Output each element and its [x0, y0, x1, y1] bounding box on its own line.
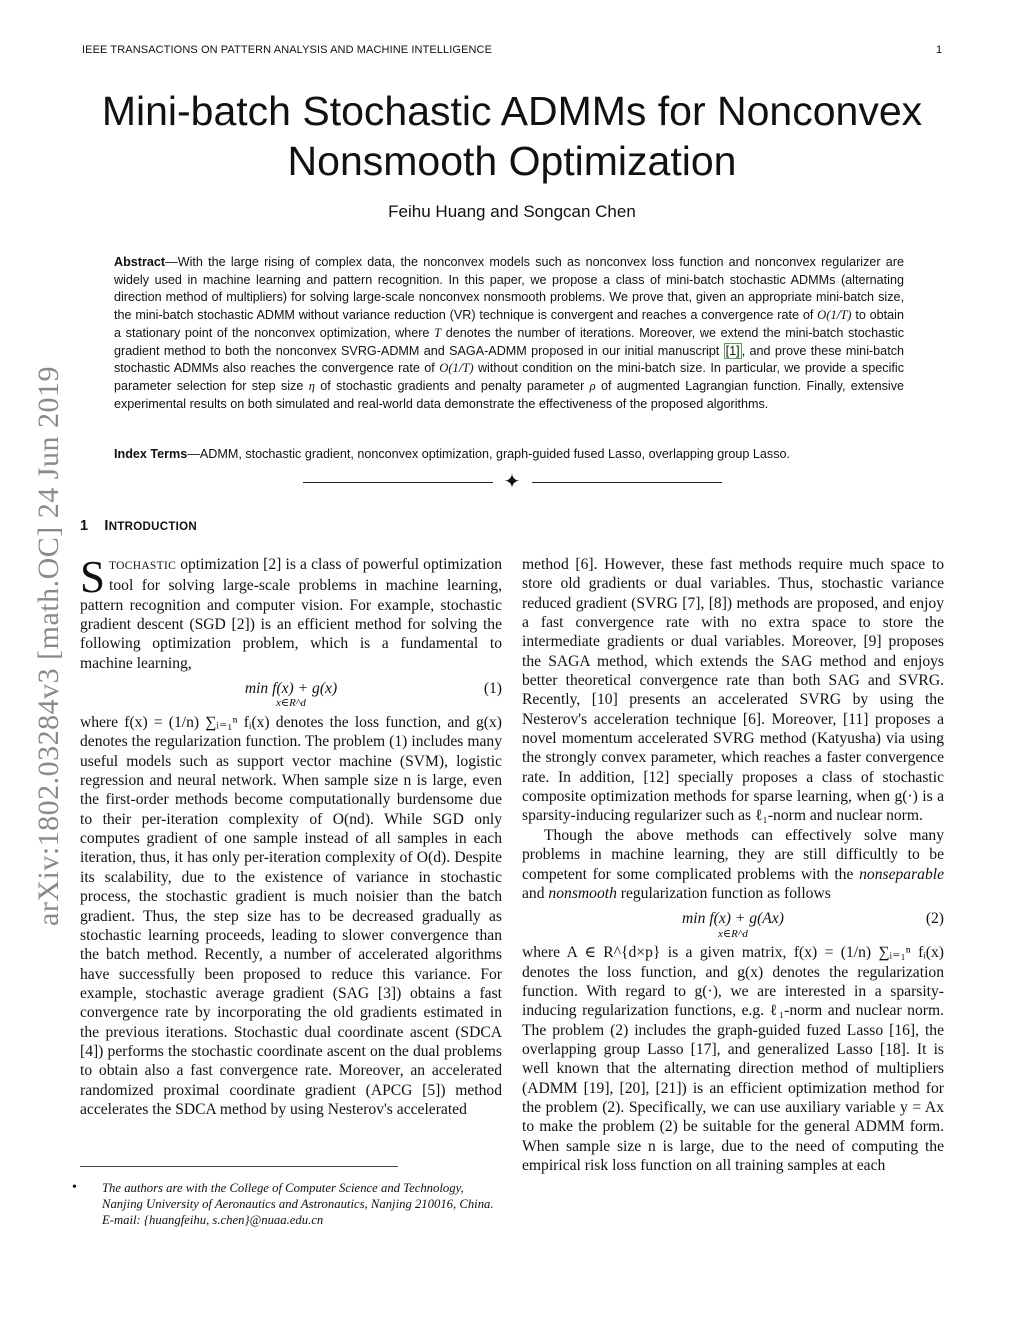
- abstract-math-2: T: [434, 325, 442, 340]
- abstract-math-3: O(1/T): [439, 361, 474, 376]
- equation-2-expr: min f(x) + g(Ax): [682, 910, 784, 928]
- left-paragraph-1: [80, 552, 502, 673]
- footnote-bullet: •: [72, 1180, 77, 1195]
- title-line-1: Mini-batch Stochastic ADMMs for Nonconvex: [101, 88, 923, 134]
- right-column: [522, 555, 944, 1175]
- dropcap-rest: TOCHASTIC: [109, 560, 177, 572]
- left-paragraph-2: where f(x) = (1/n) ∑ᵢ₌₁ⁿ fᵢ(x) denotes the loss function, and g(x) denotes the regularization function. The problem (1) includes many useful models such as support vector machine (SVM), logistic regression and neural network. When sample size n is large, even the first-order methods become computationally burdensome due to their per-iteration complexity of O(nd). While SGD only computes gradient of one sample instead of all samples in each iteration, thus, it has only per-iteration complexity of O(d). Despite its scalability, due to the existence of variance in stochastic process, the stochastic gradient is much noisier than the batch gradient. Thus, the step size has to be decreased gradually as stochastic learning proceeds, leading to slower convergence than the batch method. Recently, a number of accelerated algorithms have successfully been proposed to reduce this variance. For example, stochastic average gradient (SAG [3]) obtains a fast convergence rate by incorporating the old gradients estimated in the previous iterations. Stochastic dual coordinate ascent (SDCA [4]) performs the stochastic coordinate ascent on the dual problems to obtain also a fast convergence rate. Moreover, an accelerated randomized proximal coordinate gradient (APCG [5]) method accelerates the SDCA method by using Nesterov's accelerated: [80, 714, 502, 1118]
- abstract-math-1: O(1/T): [817, 308, 852, 323]
- right-paragraph-3: where A ∈ R^{d×p} is a given matrix, f(x) = (1/n) ∑ᵢ₌₁ⁿ fᵢ(x) denotes the loss function, and g(x) denotes the regularization function. With regard to g(·), we are interested in a sparsity-inducing regularization functions, e.g. ℓ₁-norm and nuclear norm. The problem (2) includes the graph-guided fuzed Lasso [16], the overlapping group Lasso [17], and generalized Lasso [18]. It is well known that the alternating direction method of multipliers (ADMM [19], [20], [21]) is an efficient optimization method for the problem (2). Specifically, we can use auxiliary variable y = Ax to make the problem (2) be suitable for the general ADMM form. When sample size n is large, due to the need of computing the empirical risk loss function on all training samples at each: [522, 944, 944, 1174]
- section-number: 1: [80, 518, 89, 534]
- abstract-text-6: of stochastic gradients and penalty parameter: [314, 378, 590, 393]
- equation-1-number: (1): [483, 680, 502, 698]
- equation-2-subscript: x∈R^d: [718, 927, 748, 940]
- footnote-rule: [80, 1166, 398, 1167]
- right-paragraph-2: [522, 826, 944, 903]
- paper-title: [0, 86, 1024, 186]
- abstract-math-4: η: [308, 378, 315, 393]
- equation-2-number: (2): [925, 910, 944, 928]
- page-number: 1: [936, 44, 943, 56]
- citation-link[interactable]: [1]: [725, 343, 740, 358]
- right-paragraph-1: method [6]. However, these fast methods require much space to store old gradients or dual variables. Thus, stochastic variance reduced gradient (SVRG [7], [8]) methods are proposed, and enjoy a fast convergence rate with no extra space to store the intermediate gradients or dual variables. Moreover, [9] proposes the SAGA method, which extends the SAG method and enjoys better theoretical convergence rate than both SAG and SVRG. Recently, [10] presents an accelerated SVRG by using the Nesterov's acceleration technique [6]. Moreover, [11] proposes a novel momentum accelerated SVRG method (Katyusha) via using the strongly convex parameter, which reaches a faster convergence rate. In addition, [12] specially proposes a class of stochastic composite optimization methods for sparse learning, when g(·) is a sparsity-inducing regularizer such as ℓ₁-norm and nuclear norm.: [522, 556, 944, 825]
- separator-ornament-icon: ✦: [503, 471, 521, 493]
- abstract-text-2: to obtain a stationary point of the nonconvex optimization, where: [114, 308, 904, 340]
- footnote: [72, 1180, 502, 1228]
- abstract-math-5: ρ: [589, 378, 596, 393]
- dropcap: S: [80, 552, 106, 602]
- section-heading: [80, 518, 197, 534]
- authors: Feihu Huang and Songcan Chen: [388, 202, 636, 221]
- right-paragraph-2-text-a: Though the above methods can effectively solve many problems in machine learning, they are still difficultly to be competent for some complicated problems with the: [522, 826, 944, 883]
- abstract-text-7: of augmented Lagrangian function. Finally, extensive experimental results on both simulated and real-world data demonstrate the effectiveness of the proposed algorithms.: [114, 378, 904, 411]
- separator-rule-right: [532, 482, 722, 483]
- abstract-text-4: , and prove these mini-batch stochastic ADMMs also reaches the convergence rate of: [114, 343, 904, 376]
- abstract-label: Abstract: [114, 255, 166, 269]
- right-paragraph-2-text-b: and: [522, 884, 549, 902]
- abstract: [114, 254, 904, 413]
- index-terms-label: Index Terms: [114, 447, 188, 461]
- index-terms: [114, 446, 904, 464]
- equation-1-expr: min f(x) + g(x): [244, 680, 338, 698]
- index-terms-text: —ADMM, stochastic gradient, nonconvex optimization, graph-guided fused Lasso, overlapping group Lasso.: [187, 447, 791, 461]
- equation-1-subscript: x∈R^d: [276, 697, 306, 710]
- equation-2: [522, 903, 944, 943]
- footnote-text: The authors are with the College of Computer Science and Technology, Nanjing University of Aeronautics and Astronautics, Nanjing 210016, China. E-mail: {huangfeihu, s.chen}@nuaa.edu.cn: [102, 1181, 494, 1227]
- right-paragraph-2-text-c: regularization function as follows: [616, 884, 831, 902]
- left-paragraph-1-text: optimization [2] is a class of powerful optimization tool for solving large-scale problems in machine learning, pattern recognition and computer vision. For example, stochastic gradient descent (SGD [2]) is an efficient method for solving the following optimization problem, which is a fundamental to machine learning,: [80, 556, 502, 672]
- abstract-text-3: denotes the number of iterations. Moreover, we extend the mini-batch stochastic gradient method to both the nonconvex SVRG-ADMM and SAGA-ADMM proposed in our initial manuscript: [114, 325, 904, 358]
- left-column: [80, 552, 502, 1119]
- section-title-initial: I: [104, 518, 109, 534]
- right-paragraph-2-emphasis-2: nonsmooth: [548, 884, 617, 902]
- title-line-2: Nonsmooth Optimization: [287, 138, 737, 184]
- section-title-rest: NTRODUCTION: [108, 521, 197, 533]
- abstract-text-1: —With the large rising of complex data, the nonconvex models such as nonconvex loss function and nonconvex regularizer are widely used in machine learning and pattern recognition. In this paper, we propose a class of mini-batch stochastic ADMMs (alternating direction method of multipliers) for solving large-scale nonconvex nonsmooth problems. We prove that, given an appropriate mini-batch size, the mini-batch stochastic ADMM without variance reduction (VR) technique is convergent and reaches a convergence rate of: [114, 255, 904, 323]
- equation-1: [80, 673, 502, 713]
- abstract-text-5: without condition on the mini-batch size. In particular, we provide a specific parameter selection for step size: [114, 361, 904, 393]
- running-header: IEEE TRANSACTIONS ON PATTERN ANALYSIS AND MACHINE INTELLIGENCE: [82, 44, 493, 56]
- arxiv-stamp: arXiv:1802.03284v3 [math.OC] 24 Jun 2019: [32, 366, 65, 926]
- separator-rule-left: [303, 482, 493, 483]
- right-paragraph-2-emphasis-1: nonseparable: [859, 865, 944, 883]
